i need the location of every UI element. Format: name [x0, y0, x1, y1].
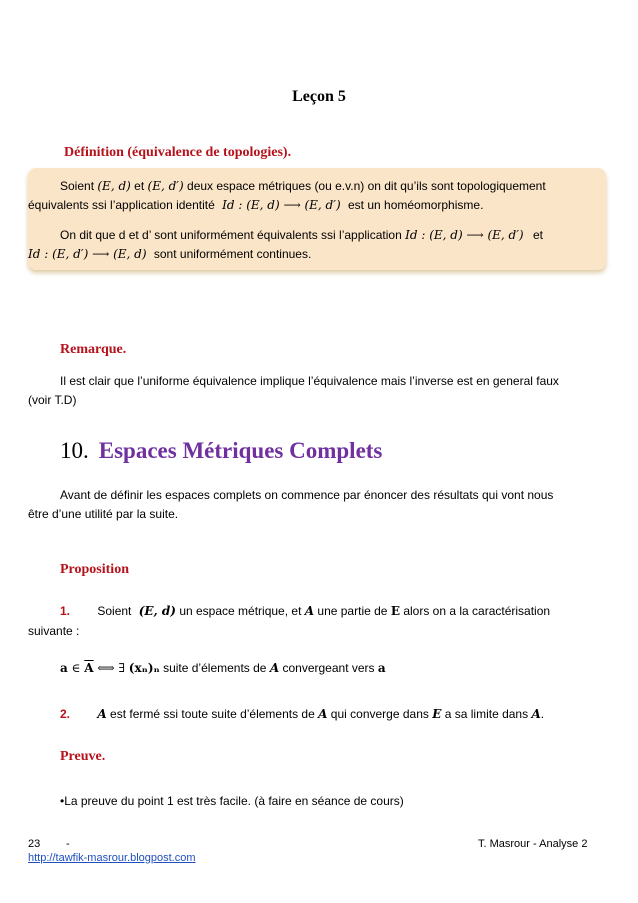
proof-label: Preuve. — [60, 749, 106, 764]
remark-line-2: (voir T.D) — [28, 393, 77, 407]
closure-A: $\overline{A}$ — [84, 661, 94, 675]
definition-line-4: Id : (E, d′) ⟶ (E, d) sont uniformément continues. — [28, 247, 312, 261]
definition-box — [28, 168, 606, 270]
item-1-line-2: suivante : — [28, 624, 80, 638]
item-2-number: 2. — [60, 707, 71, 721]
intro-line-1: Avant de définir les espaces complets on commence par énoncer des résultats qui vont nous — [60, 488, 554, 502]
definition-line-2: équivalents ssi l’application identité Id : (E, d) ⟶ (E, d′) est un homéomorphisme. — [28, 198, 484, 212]
section-title: Espaces Métriques Complets — [98, 438, 383, 463]
footer-dash: - — [66, 838, 70, 850]
definition-label: Définition (équivalence de topologies). — [64, 145, 292, 160]
section-heading — [60, 438, 382, 464]
footer-author: T. Masrour - Analyse 2 — [478, 838, 588, 850]
definition-line-3: On dit que d et d’ sont uniformément équivalents ssi l’application Id : (E, d) ⟶ (E, d′) et — [60, 228, 543, 242]
remark-label: Remarque. — [60, 342, 127, 357]
intro-line-2: être d’une utilité par la suite. — [28, 507, 179, 521]
definition-line-1: Soient (E, d) et (E, d′) deux espace métriques (ou e.v.n) on dit qu’ils sont topologiquement — [60, 179, 546, 193]
section-number: 10. — [60, 438, 89, 463]
footer-url-link[interactable]: http://tawfik-masrour.blogpost.com — [28, 852, 196, 864]
proof-line-1: •La preuve du point 1 est très facile. (à faire en séance de cours) — [60, 794, 404, 808]
proposition-label: Proposition — [60, 562, 129, 577]
proposition-item-1: 1. Soient (E, d) un espace métrique, et A une partie de E alors on a la caractérisation — [60, 604, 551, 618]
item-1-number: 1. — [60, 604, 71, 618]
footer-page-number: 23 — [28, 838, 41, 850]
characterization-formula: a ∈ $\overline{A}$ ⟺ ∃ (xₙ)ₙ suite d’élements de A convergeant vers a — [60, 661, 386, 675]
lesson-title: Leçon 5 — [292, 88, 346, 105]
remark-line-1: Il est clair que l’uniforme équivalence implique l’équivalence mais l’inverse est en general faux — [60, 374, 559, 388]
proposition-item-2: 2. A est fermé ssi toute suite d’élements de A qui converge dans E a sa limite dans A. — [60, 707, 545, 721]
bullet-icon: • — [60, 794, 65, 808]
